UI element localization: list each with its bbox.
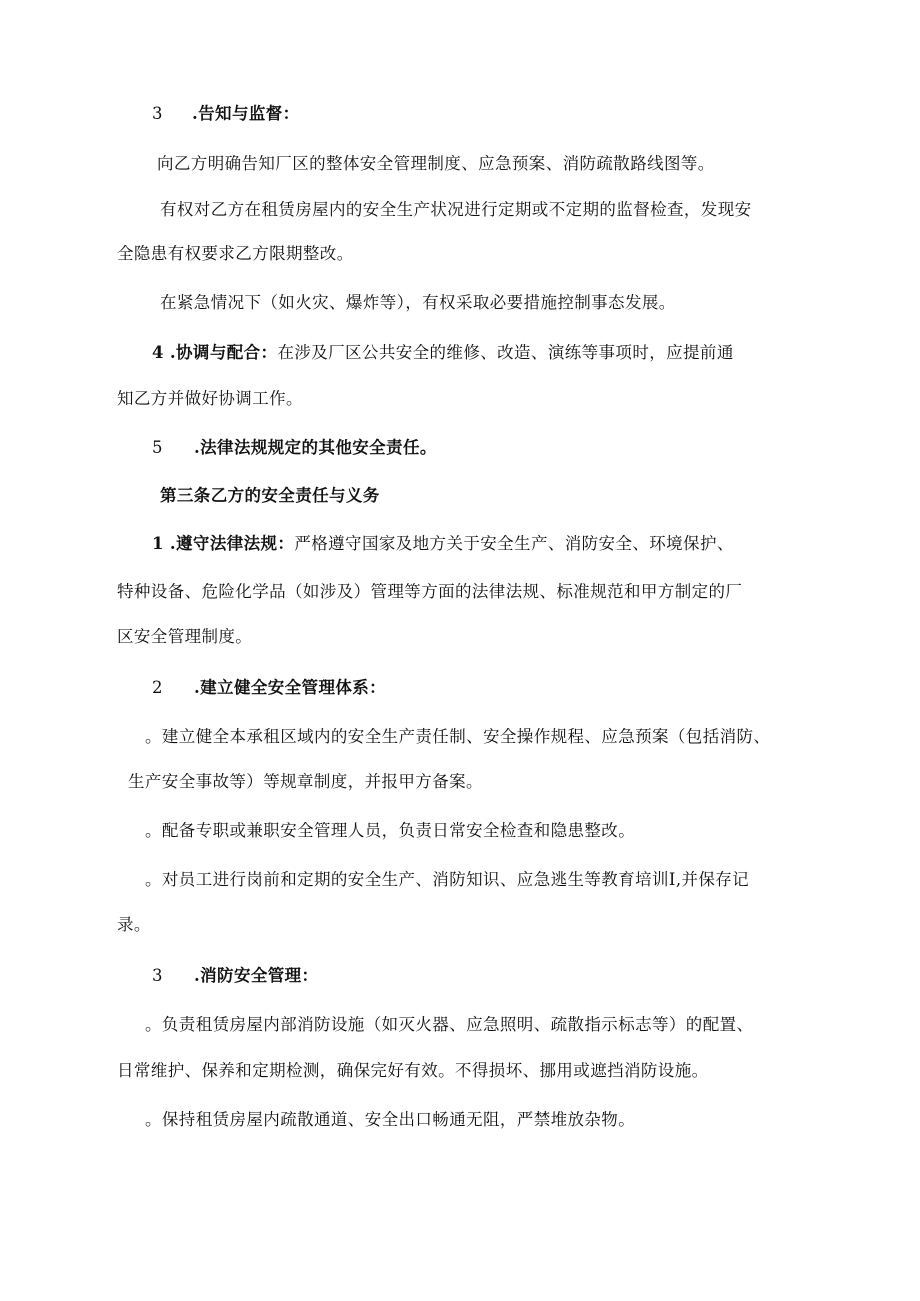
section-1-compliance-line-3: 区安全管理制度。	[117, 627, 253, 646]
section-number: 5	[152, 438, 163, 457]
article-heading: 第三条乙方的安全责任与义务	[160, 486, 380, 505]
list-item-fire-facilities-line-2: 日常维护、保养和定期检测，确保完好有效。不得损坏、挪用或遮挡消防设施。	[117, 1061, 709, 1080]
list-item-responsibility-system-line-2: 生产安全事故等）等规章制度，并报甲方备案。	[128, 772, 483, 791]
section-title: .告知与监督：	[192, 104, 300, 123]
section-title: .协调与配合：	[169, 343, 278, 362]
section-number: 2	[152, 678, 163, 697]
section-number: 3	[152, 966, 163, 985]
list-item-employee-training-line-2: 录。	[117, 915, 151, 934]
section-title: .遵守法律法规：	[169, 534, 295, 553]
section-heading-2-safety-system	[152, 676, 386, 700]
list-item-responsibility-system-line-1: 。建立健全本承租区域内的安全生产责任制、安全操作规程、应急预案（包括消防、	[145, 727, 771, 746]
section-number: 3	[152, 104, 163, 123]
paragraph-inform-rules: 向乙方明确告知厂区的整体安全管理制度、应急预案、消防疏散路线图等。	[157, 154, 715, 173]
list-item-safety-personnel: 。配备专职或兼职安全管理人员，负责日常安全检查和隐患整改。	[145, 821, 636, 840]
list-item-evacuation-routes: 。保持租赁房屋内疏散通道、安全出口畅通无阻，严禁堆放杂物。	[145, 1110, 636, 1129]
section-1-compliance-line-2: 特种设备、危险化学品（如涉及）管理等方面的法律法规、标准规范和甲方制定的厂	[117, 582, 743, 601]
list-item-employee-training-line-1: 。对员工进行岗前和定期的安全生产、消防知识、应急逃生等教育培训I,并保存记	[145, 870, 750, 889]
section-heading-3-notify-supervise	[152, 102, 300, 126]
list-item-fire-facilities-line-1: 。负责租赁房屋内部消防设施（如灭火器、应急照明、疏散指示标志等）的配置、	[145, 1015, 754, 1034]
section-4-coordination-line-1	[152, 341, 734, 365]
section-heading-3-fire-safety	[152, 964, 318, 988]
paragraph-emergency-measures: 在紧急情况下（如火灾、爆炸等），有权采取必要措施控制事态发展。	[160, 293, 676, 312]
paragraph-inspection-line-1: 有权对乙方在租赁房屋内的安全生产状况进行定期或不定期的监督检查，发现安	[160, 200, 752, 219]
section-text: 严格遵守国家及地方关于安全生产、消防安全、环境保护、	[294, 534, 734, 553]
section-heading-5-other-duties	[152, 436, 437, 460]
section-4-coordination-line-2: 知乙方并做好协调工作。	[117, 389, 303, 408]
section-title: .法律法规规定的其他安全责任。	[194, 438, 437, 457]
section-number: 1	[152, 534, 164, 553]
section-text: 在涉及厂区公共安全的维修、改造、演练等事项时，应提前通	[277, 343, 734, 362]
section-1-compliance-line-1	[152, 532, 734, 556]
section-number: 4	[152, 343, 164, 362]
section-title: .建立健全安全管理体系：	[194, 678, 387, 697]
section-title: .消防安全管理：	[194, 966, 319, 985]
paragraph-inspection-line-2: 全隐患有权要求乙方限期整改。	[117, 244, 354, 263]
